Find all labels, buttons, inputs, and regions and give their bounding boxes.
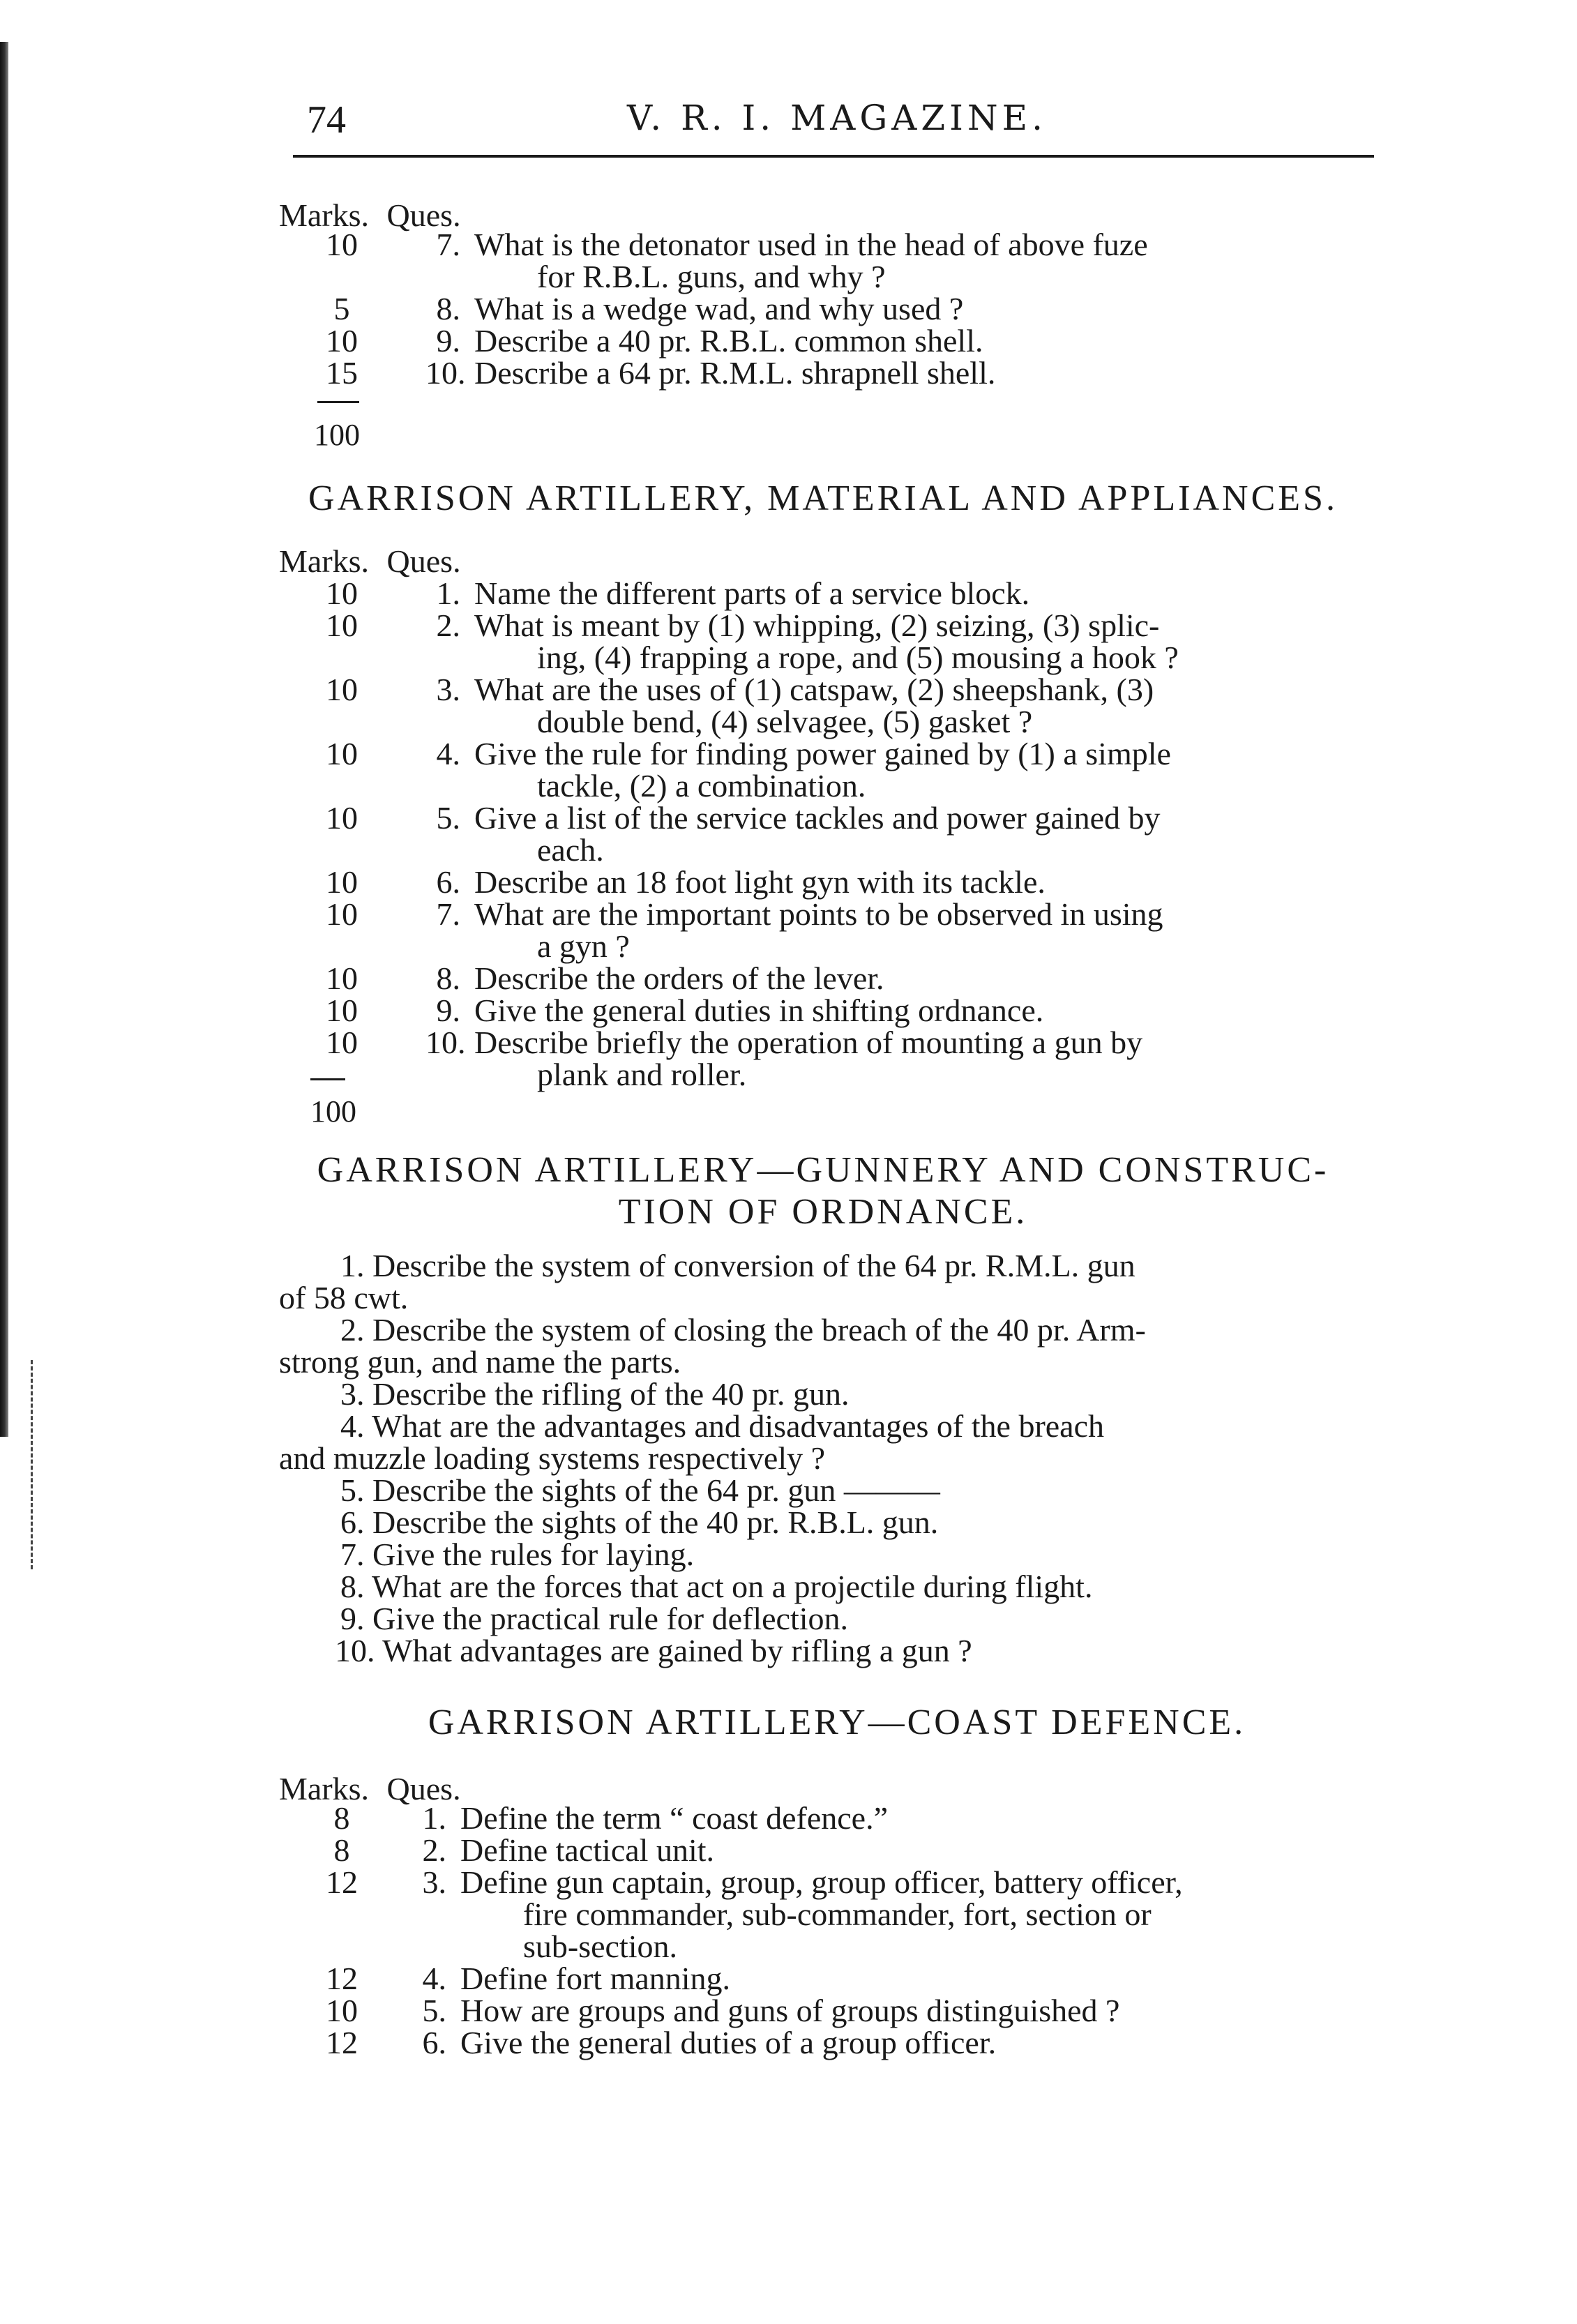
question-line: What is the detonator used in the head of above fuze (474, 227, 1148, 262)
marks-value: 10 (326, 736, 358, 771)
marks-value: 10 (326, 1025, 358, 1060)
question-text: Describe a 40 pr. R.B.L. common shell. (474, 323, 983, 359)
marks-value: 8 (333, 1800, 350, 1836)
question-number: 1. (436, 575, 460, 611)
question-continuation: tackle, (2) a combination. (537, 768, 866, 803)
question-continuation: for R.B.L. guns, and why ? (537, 259, 886, 294)
question-text: Give the general duties of a group officer. (460, 2025, 997, 2060)
question-line: Describe the rifling of the 40 pr. gun. (372, 1376, 850, 1412)
question-number: 9. (436, 993, 460, 1028)
question-continuation: of 58 cwt. (279, 1280, 409, 1315)
question-text (474, 898, 1367, 963)
numbered-question (279, 1474, 1367, 1507)
marks-column-header: Marks. (279, 543, 370, 579)
question-number: 9. (436, 323, 460, 359)
question-text: Define the term “ coast defence.” (460, 1800, 888, 1836)
question-line: Give the rule for finding power gained by (1) a simple (474, 736, 1171, 771)
question-number: 3. (436, 672, 460, 707)
question-number: 7. (436, 896, 460, 932)
question-line: What is meant by (1) whipping, (2) seizing, (3) splic- (474, 608, 1160, 643)
question-number: 6. (436, 864, 460, 900)
question-number: 6. (422, 2025, 446, 2060)
numbered-question (279, 1539, 1367, 1571)
question-text: What is a wedge wad, and why used ? (474, 291, 964, 326)
marks-value: 15 (326, 355, 358, 391)
page-header (307, 98, 1367, 146)
question-line: Give the rules for laying. (372, 1537, 695, 1572)
question-continuation: a gyn ? (537, 928, 630, 964)
marks-value: 12 (326, 1864, 358, 1900)
question-number: 4. (436, 736, 460, 771)
section2-table-header (279, 543, 461, 580)
question-number: 8. (436, 291, 460, 326)
binding-edge (31, 1360, 37, 1569)
marks-value: 10 (326, 800, 358, 836)
question-number: 3. (340, 1376, 365, 1412)
section-title (279, 1149, 1367, 1233)
marks-value: 10 (326, 323, 358, 359)
question-continuation: sub-section. (523, 1929, 678, 1964)
section-title: GARRISON ARTILLERY, MATERIAL AND APPLIANCES. (308, 478, 1338, 518)
question-number: 1. (422, 1800, 446, 1836)
question-number: 2. (436, 608, 460, 643)
question-line: Describe the system of conversion of the 64 pr. R.M.L. gun (372, 1248, 1135, 1283)
question-line: What are the important points to be observed in using (474, 896, 1163, 932)
question-line: Describe the sights of the 40 pr. R.B.L. gun. (372, 1504, 939, 1540)
question-number: 3. (422, 1864, 446, 1900)
marks-value: 12 (326, 1961, 358, 1996)
question-line: What advantages are gained by rifling a gun ? (382, 1633, 972, 1668)
numbered-question (279, 1504, 1367, 1540)
numbered-question (279, 1314, 1367, 1378)
question-text (460, 1866, 1367, 1963)
numbered-question (279, 1410, 1367, 1474)
question-number: 6. (340, 1504, 365, 1540)
numbered-question (279, 1378, 1367, 1410)
question-number: 8. (340, 1569, 365, 1604)
question-continuation: ing, (4) frapping a rope, and (5) mousing a hook ? (537, 640, 1179, 675)
question-continuation: each. (537, 832, 604, 868)
section-title-line: GARRISON ARTILLERY—GUNNERY AND CONSTRUC- (317, 1150, 1329, 1190)
question-text: Describe the orders of the lever. (474, 960, 884, 996)
question-continuation: fire commander, sub-commander, fort, section or (523, 1896, 1152, 1932)
question-number: 7. (436, 227, 460, 262)
marks-value: 8 (333, 1832, 350, 1868)
question-number: 8. (436, 960, 460, 996)
question-line: What are the advantages and disadvantages of the breach (372, 1408, 1105, 1444)
question-text (474, 802, 1367, 866)
marks-column-header: Marks. (279, 197, 370, 233)
marks-total: 100 (310, 1094, 356, 1129)
question-text: Describe an 18 foot light gyn with its tackle. (474, 864, 1046, 900)
marks-value: 10 (326, 575, 358, 611)
question-line: What are the uses of (1) catspaw, (2) sheepshank, (3) (474, 672, 1154, 707)
question-line: What are the forces that act on a projectile during flight. (372, 1569, 1093, 1604)
total-rule (310, 1078, 345, 1080)
question-text: How are groups and guns of groups distinguished ? (460, 1993, 1120, 2028)
running-title: V. R. I. MAGAZINE. (626, 98, 1048, 138)
marks-value: 5 (333, 291, 350, 326)
marks-value: 12 (326, 2025, 358, 2060)
page-number: 74 (307, 98, 346, 142)
marks-value: 10 (326, 896, 358, 932)
question-number: 7. (340, 1537, 365, 1572)
question-number: 10. (425, 1025, 466, 1060)
question-text: Define tactical unit. (460, 1832, 715, 1868)
numbered-question (279, 1635, 1367, 1667)
question-number: 5. (422, 1993, 446, 2028)
question-text (474, 674, 1367, 738)
question-line: Give a list of the service tackles and power gained by (474, 800, 1161, 836)
total-rule (317, 401, 359, 403)
marks-value: 10 (326, 960, 358, 996)
question-line: Describe briefly the operation of mounting a gun by (474, 1025, 1143, 1060)
ques-column-header: Ques. (386, 543, 461, 579)
question-line: Give the practical rule for deflection. (372, 1601, 849, 1636)
section-title-line: TION OF ORDNANCE. (618, 1192, 1028, 1232)
question-number: 1. (340, 1248, 365, 1283)
question-line: Describe the sights of the 64 pr. gun ——— (372, 1472, 940, 1508)
question-text (474, 1027, 1367, 1091)
numbered-question (279, 1603, 1367, 1635)
question-line: Define gun captain, group, group officer, battery officer, (460, 1864, 1183, 1900)
question-continuation: and muzzle loading systems respectively ? (279, 1440, 826, 1476)
marks-value: 10 (326, 672, 358, 707)
question-number: 5. (340, 1472, 365, 1508)
marks-value: 10 (326, 227, 358, 262)
ques-column-header: Ques. (386, 1771, 461, 1806)
question-number: 10. (335, 1633, 375, 1668)
question-number: 2. (340, 1312, 365, 1348)
question-text (474, 738, 1367, 802)
question-number: 4. (340, 1408, 365, 1444)
marks-value: 10 (326, 993, 358, 1028)
marks-value: 10 (326, 608, 358, 643)
question-continuation: double bend, (4) selvagee, (5) gasket ? (537, 704, 1033, 739)
question-number: 5. (436, 800, 460, 836)
ques-column-header: Ques. (386, 197, 461, 233)
marks-column-header: Marks. (279, 1771, 370, 1806)
question-text (474, 610, 1367, 674)
question-continuation: strong gun, and name the parts. (279, 1344, 681, 1380)
header-rule (293, 155, 1374, 158)
marks-value: 10 (326, 1993, 358, 2028)
question-text (474, 229, 1367, 293)
question-line: Describe the system of closing the breach of the 40 pr. Arm- (372, 1312, 1146, 1348)
question-continuation: plank and roller. (537, 1057, 747, 1092)
marks-total: 100 (314, 418, 360, 452)
marks-value: 10 (326, 864, 358, 900)
question-text: Define fort manning. (460, 1961, 731, 1996)
question-text: Describe a 64 pr. R.M.L. shrapnell shell. (474, 355, 996, 391)
question-text: Give the general duties in shifting ordnance. (474, 993, 1044, 1028)
question-number: 9. (340, 1601, 365, 1636)
question-number: 2. (422, 1832, 446, 1868)
numbered-question (279, 1250, 1367, 1314)
question-number: 10. (425, 355, 466, 391)
question-number: 4. (422, 1961, 446, 1996)
section-title: GARRISON ARTILLERY—COAST DEFENCE. (428, 1703, 1246, 1742)
question-text: Name the different parts of a service block. (474, 575, 1030, 611)
book-spine-shadow (0, 42, 8, 1437)
numbered-question (279, 1571, 1367, 1603)
